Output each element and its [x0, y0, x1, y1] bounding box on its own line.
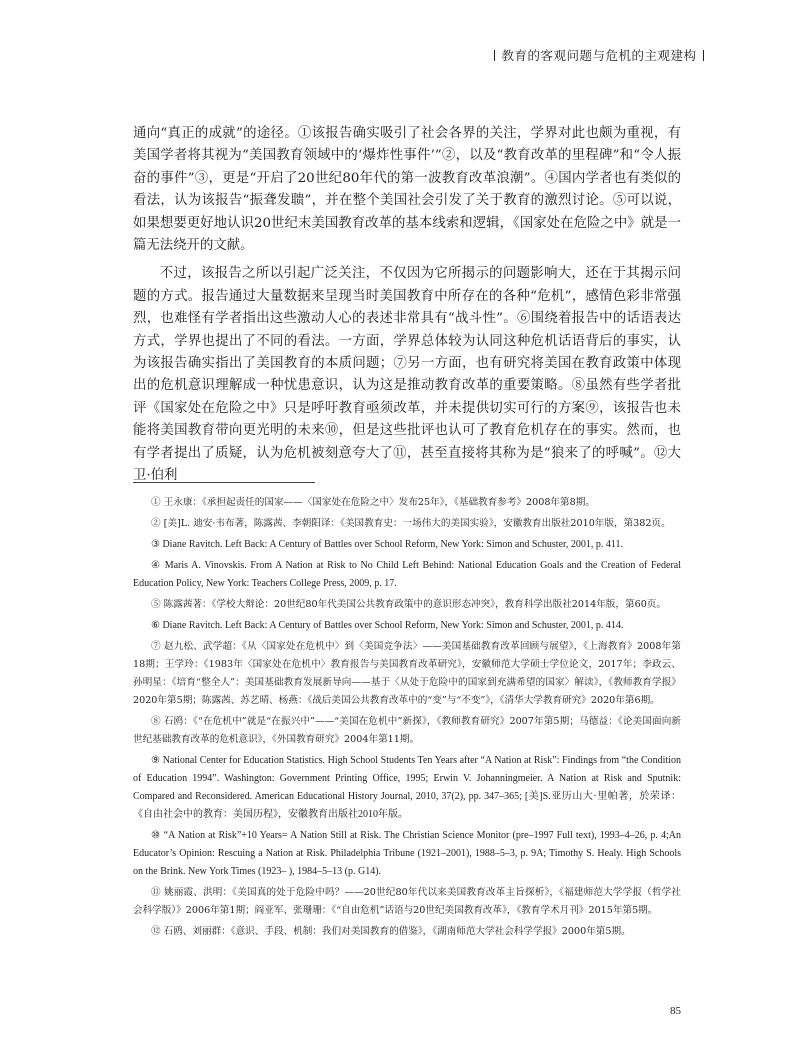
running-header: [488, 46, 710, 64]
page-number: 85: [670, 1005, 681, 1017]
footnote: ⑩ “A Nation at Risk”+10 Years= A Nation Still at Risk. The Christian Science Monitor (pre–1997 Full text), 1993–4–26, p. 4;An Educator’s Opinion: Rescuing a Nation at Risk. Philadelphia Tribune (1921–2001), 1988–5–3, p. 9A; Timothy S. Healy. High Schools on the Brink. New York Times (1923– ), 1984–5–13 (p. G14).: [133, 830, 681, 877]
footnote: ⑨ National Center for Education Statistics. High School Students Ten Years after “A Nation at Risk”: Findings from “the Condition of Education 1994”. Washington: Government Printing Office, 1995; Erwin V. Johanningmeier. A Nation at Risk and Sputnik: Compared and Reconsidered. American Educational History Journal, 2010, 37(2), pp. 347–365; [美]S.亚历山大·里帕著，於荣译：《自由社会中的教育：美国历程》，安徽教育出版社2010年版。: [133, 755, 681, 820]
footnote: ⑧ 石鸥：《“在危机中”就是“在振兴中”——“美国在危机中”新探》，《教师教育研究》2007年第5期；马德益：《论美国面向新世纪基础教育改革的危机意识》，《外国教育研究》2004年第11期。: [133, 716, 681, 745]
header-bar-right: [703, 50, 705, 61]
footnote: ③ Diane Ravitch. Left Back: A Century of Battles over School Reform, New York: Simon and Schuster, 2001, p. 411.: [151, 539, 624, 550]
footnote: ⑤ 陈露茜著：《学校大辩论：20世纪80年代美国公共教育政策中的意识形态冲突》，教育科学出版社2014年版，第60页。: [151, 599, 666, 610]
body-paragraph: 不过，该报告之所以引起广泛关注，不仅因为它所揭示的问题影响大，还在于其揭示问题的方式。报告通过大量数据来呈现当时美国教育中所存在的各种“危机”，感情色彩非常强烈，也难怪有学者指出这些激动人心的表述非常具有“战斗性”。⑥围绕着报告中的话语表达方式，学界也提出了不同的看法。一方面，学界总体较为认同这种危机话语背后的事实，认为该报告确实指出了美国教育的本质问题；⑦另一方面，也有研究将美国在教育政策中体现出的危机意识理解成一种忧患意识，认为这是推动教育改革的重要策略。⑧虽然有些学者批评《国家处在危险之中》只是呼吁教育亟须改革，并未提供切实可行的方案⑨，该报告也未能将美国教育带向更光明的未来⑩，但是这些批评也认可了教育危机存在的事实。然而，也有学者提出了质疑，认为危机被刻意夸大了⑪，甚至直接将其称为是“狼来了的呼喊”。⑫大卫·伯利: [133, 266, 681, 484]
footnote: ④ Maris A. Vinovskis. From A Nation at Risk to No Child Left Behind: National Education Goals and the Creation of Federal Education Policy, New York: Teachers College Press, 2009, p. 17.: [133, 560, 681, 589]
body-paragraph: 通向“真正的成就”的途径。①该报告确实吸引了社会各界的关注，学界对此也颇为重视，有美国学者将其视为“美国教育领域中的‘爆炸性事件’”②，以及“教育改革的里程碑”和“令人振奋的事件”③，更是“开启了20世纪80年代的第一波教育改革浪潮”。④国内学者也有类似的看法，认为该报告“振聋发聩”，并在整个美国社会引发了关于教育的激烈讨论。⑤可以说，如果想要更好地认识20世纪末美国教育改革的基本线索和逻辑，《国家处在危险之中》就是一篇无法绕开的文献。: [133, 126, 681, 254]
footnote: ⑦ 赵九松、武学超：《从〈国家处在危机中〉到〈美国竞争法〉——美国基础教育改革回顾与展望》，《上海教育》2008年第18期；王学玲：《1983年〈国家处在危机中〉教育报告与美国教育改革研究》，安徽师范大学硕士学位论文，2017年；李政云、孙明星：《培育“整全人”：美国基础教育发展新导向——基于〈从处于危险中的国家到充满希望的国家〉解读》，《教师教育学报》2020年第5期；陈露茜、苏艺晴、杨燕：《战后美国公共教育改革中的“变”与“不变”》，《清华大学教育研究》2020年第6期。: [133, 641, 681, 706]
footnote: ② [美]L. 迪安·韦布著，陈露茜、李朝阳译：《美国教育史：一场伟大的美国实验》，安徽教育出版社2010年版，第382页。: [151, 518, 671, 529]
header-bar-left: [494, 50, 496, 61]
footnote: ⑫ 石鸥、刘丽群：《意识、手段、机制：我们对美国教育的借鉴》，《湖南师范大学社会科学学报》2000年第5期。: [151, 926, 631, 937]
footnote-divider: [133, 482, 315, 483]
footnotes: [133, 494, 681, 944]
footnote: ⑥ Diane Ravitch. Left Back: A Century of Battles over School Reform, New York: Simon and Schuster, 2001, p. 414.: [151, 620, 624, 631]
footnote: ① 王永康：《承担起责任的国家——〈国家处在危险之中〉发布25年》，《基础教育参考》2008年第8期。: [151, 497, 595, 508]
footnote: ⑪ 姚丽霞、洪明：《美国真的处于危险中吗？——20世纪80年代以来美国教育改革主旨探析》，《福建师范大学学报（哲学社会科学版）》2006年第1期；阎亚军、张珊珊：《“自由危机”话语与20世纪美国教育改革》，《教育学术月刊》2015年第5期。: [133, 887, 681, 916]
main-body: [133, 123, 681, 488]
header-title: 教育的客观问题与危机的主观建构: [501, 48, 697, 63]
